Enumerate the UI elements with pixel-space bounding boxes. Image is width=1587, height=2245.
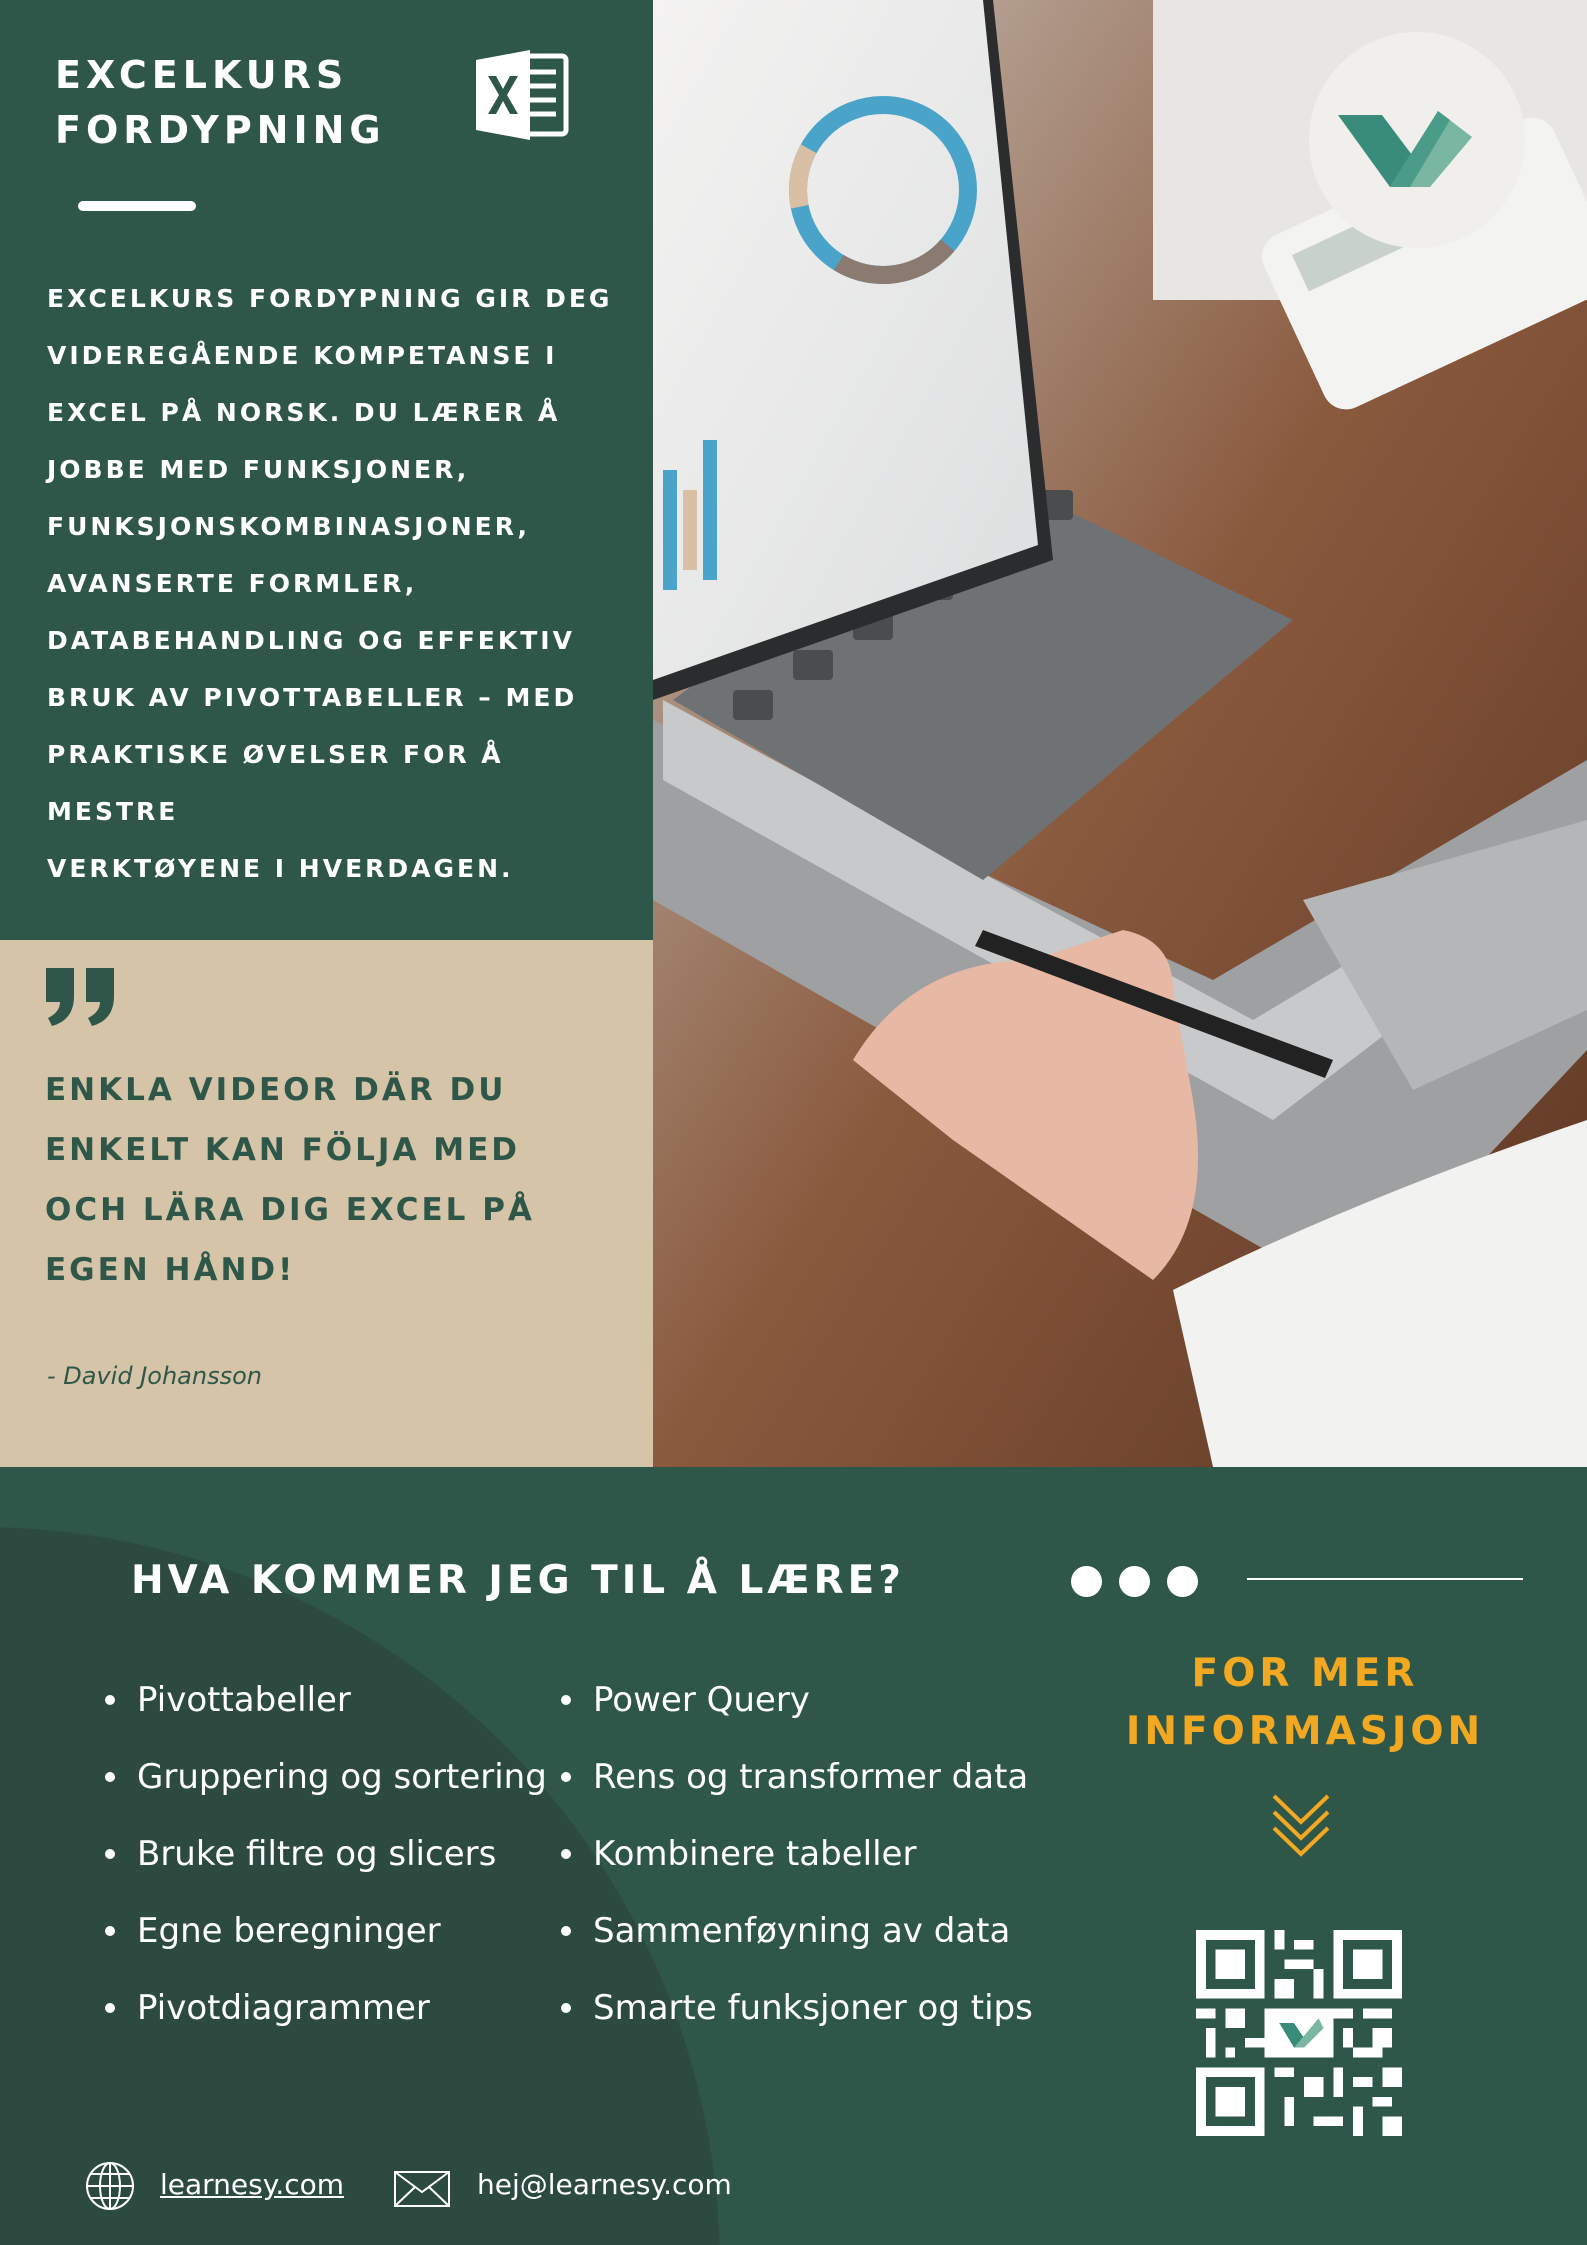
section-heading: HVA KOMMER JEG TIL Å LÆRE?	[131, 1558, 905, 1603]
quote-line: EGEN HÅND!	[45, 1252, 296, 1288]
list-item-text: Gruppering og sortering	[137, 1757, 547, 1797]
list-item-text: Power Query	[593, 1680, 810, 1720]
list-item-text: Kombinere tabeller	[593, 1834, 917, 1874]
title-divider	[78, 201, 196, 211]
list-item	[105, 1907, 547, 1984]
list-item	[105, 1830, 547, 1907]
title-line-2: FORDYPNING	[55, 108, 386, 152]
list-item	[561, 1830, 1033, 1907]
intro-text	[47, 270, 637, 897]
title-line-1: EXCELKURS	[55, 53, 349, 97]
list-item	[561, 1984, 1033, 2061]
intro-line: FUNKSJONSKOMBINASJONER,	[47, 512, 530, 541]
list-item-text: Bruke filtre og slicers	[137, 1834, 497, 1874]
topics-list-right	[561, 1676, 1033, 2061]
topics-list-left	[105, 1676, 547, 2061]
quote-marks-icon	[42, 962, 122, 1032]
list-item	[561, 1676, 1033, 1753]
more-info-line-2: INFORMASJON	[1125, 1709, 1485, 1754]
intro-line: JOBBE MED FUNKSJONER,	[47, 455, 470, 484]
list-item	[561, 1907, 1033, 1984]
list-item-text: Rens og transformer data	[593, 1757, 1029, 1797]
list-item	[105, 1676, 547, 1753]
testimonial-author: - David Johansson	[47, 1362, 263, 1390]
list-item	[561, 1753, 1033, 1830]
list-item	[105, 1753, 547, 1830]
quote-line: ENKLA VIDEOR DÄR DU	[45, 1072, 507, 1108]
list-item-text: Pivotdiagrammer	[137, 1988, 430, 2028]
intro-line: DATABEHANDLING OG EFFEKTIV	[47, 626, 575, 655]
quote-line: OCH LÄRA DIG EXCEL PÅ	[45, 1192, 535, 1228]
more-info-line-1: FOR MER	[1191, 1651, 1419, 1696]
decorative-dot	[1119, 1566, 1150, 1597]
double-chevron-down-icon	[1270, 1790, 1332, 1860]
decorative-dot	[1167, 1566, 1198, 1597]
decorative-dot	[1071, 1566, 1102, 1597]
list-item-text: Pivottabeller	[137, 1680, 351, 1720]
intro-line: EXCEL PÅ NORSK. DU LÆRER Å	[47, 398, 561, 427]
qr-code[interactable]	[1196, 1930, 1402, 2136]
more-info-heading	[1110, 1645, 1500, 1761]
email-link[interactable]: hej@learnesy.com	[477, 2168, 732, 2201]
website-link[interactable]: learnesy.com	[160, 2168, 345, 2201]
laptop-photo	[653, 0, 1587, 1467]
excel-logo-icon	[474, 48, 570, 142]
intro-line: PRAKTISKE ØVELSER FOR Å MESTRE	[47, 740, 504, 826]
quote-line: ENKELT KAN FÖLJA MED	[45, 1132, 520, 1168]
list-item-text: Sammenføyning av data	[593, 1911, 1011, 1951]
testimonial-quote	[45, 1060, 625, 1300]
list-item	[105, 1984, 547, 2061]
learnesy-check-logo-icon	[1320, 75, 1480, 205]
section-divider	[1247, 1578, 1523, 1580]
list-item-text: Smarte funksjoner og tips	[593, 1988, 1033, 2028]
globe-icon	[84, 2160, 136, 2212]
intro-line: BRUK AV PIVOTTABELLER – MED	[47, 683, 578, 712]
intro-line: AVANSERTE FORMLER,	[47, 569, 418, 598]
list-item-text: Egne beregninger	[137, 1911, 441, 1951]
intro-line: VIDEREGÅENDE KOMPETANSE I	[47, 341, 558, 370]
intro-line: EXCELKURS FORDYPNING GIR DEG	[47, 284, 613, 313]
page-title	[55, 48, 386, 158]
intro-line: VERKTØYENE I HVERDAGEN.	[47, 854, 514, 883]
mail-icon	[393, 2170, 451, 2208]
